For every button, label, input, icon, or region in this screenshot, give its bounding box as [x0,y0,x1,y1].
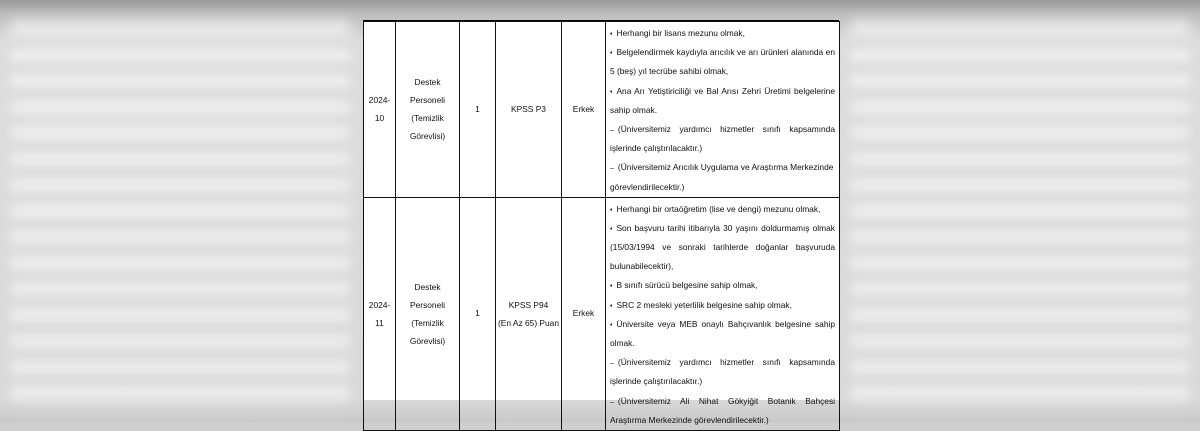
requirement-text: işlerinde çalıştırılacaktır.) [610,376,703,387]
table-row [364,22,840,198]
requirement-line [610,276,835,295]
requirement-text: (Üniversitemiz yardımcı hizmetler sınıfı kapsamında [617,123,835,134]
requirement-line [610,411,835,430]
requirement-line [610,139,835,158]
kpss-score-type [496,22,562,198]
positions-table [363,21,840,431]
position-title-line: (Temizlik [411,317,444,328]
dash-icon: – [610,360,614,368]
position-code-line: 11 [375,317,384,328]
requirement-text: Üniversite veya MEB onaylı Bahçıvanlık belgesine sahip [616,318,835,329]
dash-icon: – [610,126,614,134]
kpss-score-type-line: KPSS P94 [508,299,549,310]
requirement-line [610,219,835,238]
requirements-cell [606,22,840,198]
requirement-text: sahip olmak. [610,104,658,115]
requirement-line [610,178,835,197]
requirements-cell [606,197,840,430]
requirement-line [610,353,835,372]
position-title-line: Görevlisi) [409,131,446,142]
kpss-score-type-line: (En Az 65) Puan [498,317,559,328]
requirement-line [610,158,835,177]
requirement-text: Son başvuru tarihi itibarıyla 30 yaşını doldurmamış olmak [616,222,835,233]
dash-icon: – [610,398,614,406]
position-title-line: Destek Personeli [410,281,445,310]
position-title-line: Görevlisi) [409,335,446,346]
requirement-line [610,257,835,276]
requirement-line [610,24,835,43]
kpss-score-type [496,197,562,430]
requirement-text: Araştırma Merkezinde görevlendirilecektir.) [610,414,769,425]
requirement-text: B sınıfı sürücü belgesine sahip olmak, [616,280,758,291]
requirement-text: (15/03/1994 ve sonraki tarihlerde doğanlar başvuruda [610,242,835,253]
kpss-score-type-line: KPSS P3 [511,104,546,115]
requirement-text: işlerinde çalıştırılacaktır.) [610,143,703,154]
requirement-text: SRC 2 mesleki yeterlilik belgesine sahip olmak, [616,299,792,310]
document-page [363,20,839,425]
requirement-text: Herhangi bir ortaöğretim (lise ve dengi) mezunu olmak, [616,203,821,214]
table-row [364,197,840,430]
position-title [396,22,460,198]
requirement-text: (Üniversitemiz Ali Nihat Gökyiğit Botanik Bahçesi [617,395,835,406]
gender: Erkek [562,22,606,198]
requirement-line [610,43,835,62]
requirement-text: görevlendirilecektir.) [610,181,685,192]
requirement-text: (Üniversitemiz yardımcı hizmetler sınıfı kapsamında [617,357,835,368]
requirement-line [610,200,835,219]
position-code-line: 2024- [368,299,391,310]
position-title-line: Destek Personeli [410,77,445,106]
requirement-text: Herhangi bir lisans mezunu olmak, [616,28,745,38]
position-title [396,197,460,430]
requirement-line [610,101,835,120]
bullet-icon: • [610,225,613,233]
bullet-icon: • [610,321,613,329]
bullet-icon: • [610,88,613,96]
position-code-line: 2024- [368,95,391,106]
bullet-icon: • [610,283,613,291]
bullet-icon: • [610,50,613,58]
bullet-icon: • [610,302,613,310]
requirement-text: Ana Arı Yetiştiriciliği ve Bal Arısı Zehri Üretimi belgelerine [616,85,835,96]
bullet-icon: • [610,31,613,38]
requirement-line [610,392,835,411]
requirement-line [610,62,835,81]
requirement-line [610,120,835,139]
requirement-line [610,315,835,334]
requirement-text: olmak. [610,338,635,348]
requirement-line [610,372,835,391]
position-count: 1 [460,22,496,198]
requirement-line [610,334,835,353]
position-code [364,197,396,430]
requirement-line [610,296,835,315]
requirement-line [610,82,835,101]
requirement-text: Belgelendirmek kaydıyla arıcılık ve arı ürünleri alanında en [616,47,835,58]
dash-icon: – [610,165,614,173]
position-code [364,22,396,198]
requirement-line [610,238,835,257]
gender: Erkek [562,197,606,430]
position-count: 1 [460,197,496,430]
position-title-line: (Temizlik [411,113,444,124]
position-code-line: 10 [374,113,385,124]
bullet-icon: • [610,206,613,214]
requirement-text: (Üniversitemiz Arıcılık Uygulama ve Araştırma Merkezinde [617,162,834,173]
requirement-text: bulunabilecektir), [610,261,674,272]
requirement-text: 5 (beş) yıl tecrübe sahibi olmak, [610,66,729,77]
